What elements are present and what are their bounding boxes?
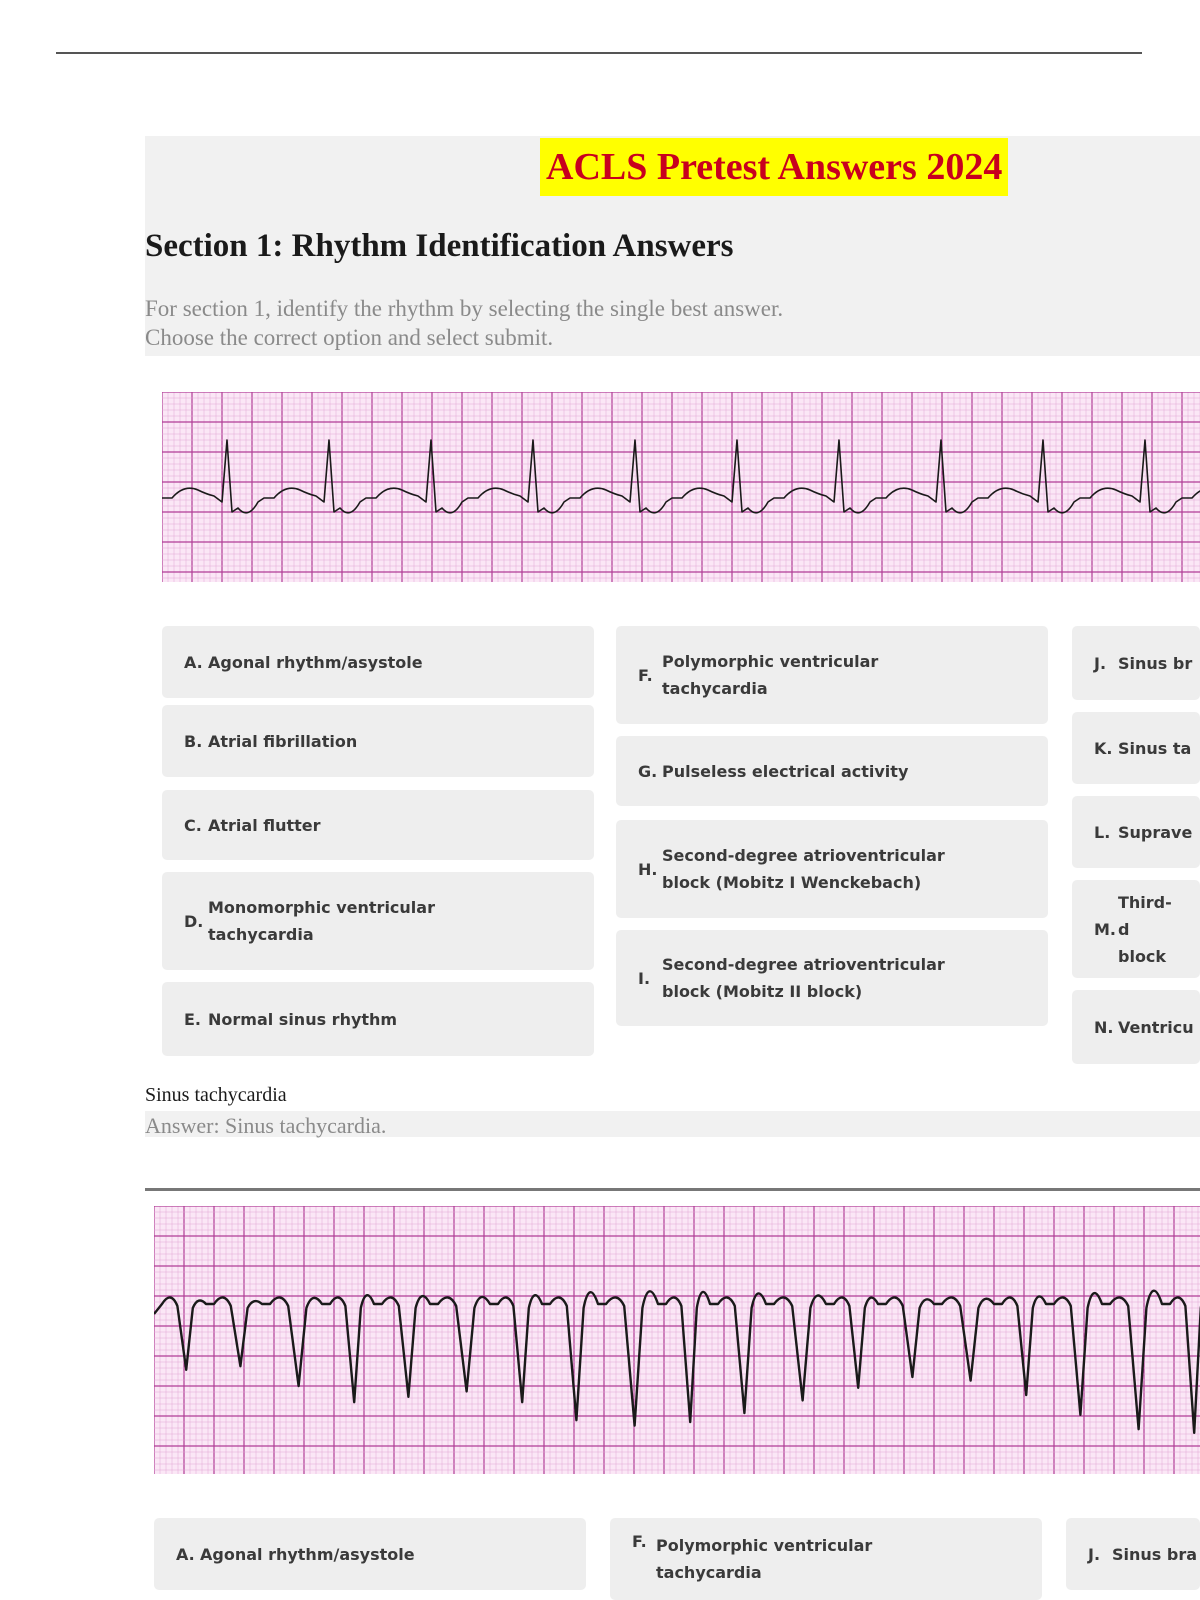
option-h[interactable] <box>616 820 1048 918</box>
ecg-strip-2 <box>154 1206 1200 1474</box>
option-letter: A. <box>184 652 203 672</box>
option-letter: C. <box>184 815 202 835</box>
option-text: Agonal rhythm/asystole <box>200 1544 415 1564</box>
option-letter: L. <box>1094 822 1111 842</box>
q2-option-j[interactable] <box>1066 1518 1200 1590</box>
option-letter: N. <box>1094 1017 1114 1037</box>
top-divider <box>56 52 1142 54</box>
instruction-line-2: Choose the correct option and select submit. <box>145 325 554 350</box>
option-text: Ventricu <box>1118 1017 1194 1037</box>
option-g[interactable] <box>616 736 1048 806</box>
option-m[interactable] <box>1072 880 1200 978</box>
option-text: Atrial flutter <box>208 815 321 835</box>
option-letter: I. <box>638 968 651 988</box>
option-letter: F. <box>638 665 653 685</box>
option-text: Second-degree atrioventricular block (Mobitz I Wenckebach) <box>662 846 945 892</box>
option-d[interactable] <box>162 872 594 970</box>
option-text: Second-degree atrioventricular block (Mobitz II block) <box>662 955 945 1001</box>
option-text: Normal sinus rhythm <box>208 1009 398 1029</box>
option-letter: F. <box>632 1532 647 1551</box>
document-title: ACLS Pretest Answers 2024 <box>540 138 1008 196</box>
section-heading: Section 1: Rhythm Identification Answers <box>145 228 734 264</box>
option-l[interactable] <box>1072 796 1200 868</box>
answer-text: : Sinus tachycardia. <box>213 1113 387 1138</box>
option-letter: E. <box>184 1009 202 1029</box>
option-text: Polymorphic ventricular tachycardia <box>656 1536 873 1582</box>
option-text: Polymorphic ventricular tachycardia <box>662 652 879 698</box>
option-letter: A. <box>176 1544 195 1564</box>
option-text: Pulseless electrical activity <box>662 761 909 781</box>
option-text: Sinus br <box>1118 653 1193 673</box>
q2-option-f[interactable] <box>610 1518 1042 1600</box>
option-a[interactable] <box>162 626 594 698</box>
option-text: Suprave <box>1118 822 1193 842</box>
option-text: Sinus ta <box>1118 738 1192 758</box>
ecg-paper <box>162 392 1200 582</box>
q2-option-a[interactable] <box>154 1518 586 1590</box>
instruction-line-1: For section 1, identify the rhythm by selecting the single best answer. <box>145 296 784 321</box>
option-letter: J. <box>1094 653 1107 673</box>
option-text: Atrial fibrillation <box>208 731 358 751</box>
option-text: Agonal rhythm/asystole <box>208 652 423 672</box>
ecg-strip-1 <box>162 392 1200 582</box>
selected-answer-label: Sinus tachycardia <box>145 1084 287 1106</box>
answer-prefix: Answer <box>145 1113 214 1138</box>
option-text: Sinus bra <box>1112 1544 1198 1564</box>
option-letter: J. <box>1088 1544 1101 1564</box>
option-b[interactable] <box>162 705 594 777</box>
option-letter: K. <box>1094 738 1113 758</box>
answer-line <box>145 1113 386 1139</box>
option-j[interactable] <box>1072 626 1200 700</box>
option-i[interactable] <box>616 930 1048 1026</box>
option-n[interactable] <box>1072 990 1200 1064</box>
option-letter: H. <box>638 859 658 879</box>
option-k[interactable] <box>1072 712 1200 784</box>
option-e[interactable] <box>162 982 594 1056</box>
section-divider <box>145 1188 1200 1191</box>
option-text: Third-d block <box>1118 892 1172 966</box>
option-letter: G. <box>638 761 658 781</box>
option-letter: D. <box>184 911 204 931</box>
option-letter: B. <box>184 731 203 751</box>
option-letter: M. <box>1094 919 1116 939</box>
option-c[interactable] <box>162 790 594 860</box>
option-f[interactable] <box>616 626 1048 724</box>
option-text: Monomorphic ventricular tachycardia <box>208 898 435 944</box>
